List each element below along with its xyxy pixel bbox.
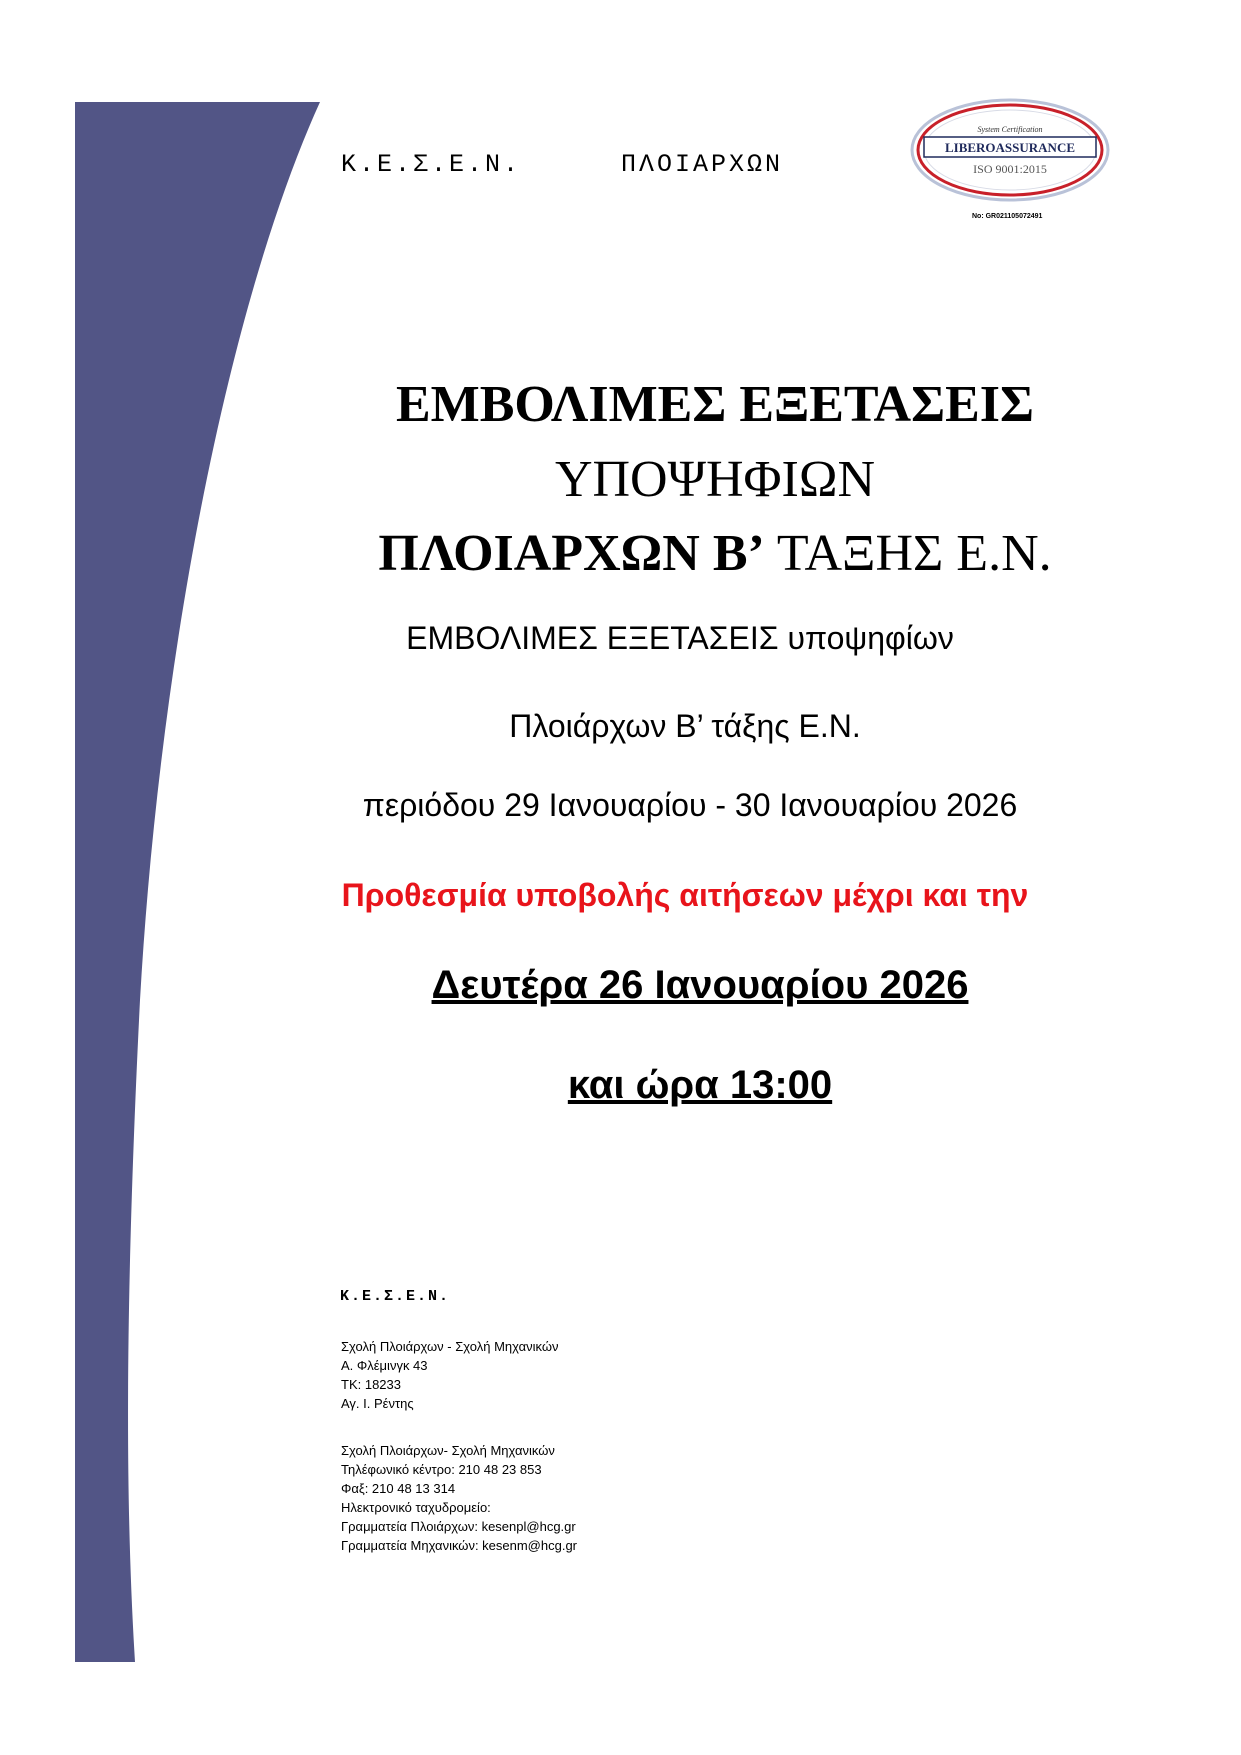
header-department: ΠΛΟΙΑΡΧΩΝ (621, 150, 784, 179)
footer-address-line: ΤΚ: 18233 (341, 1377, 401, 1392)
title-line-3-regular: ΤΑΞΗΣ Ε.Ν. (764, 525, 1052, 582)
title-line-1: ΕΜΒΟΛΙΜΕΣ ΕΞΕΤΑΣΕΙΣ (395, 376, 1035, 433)
subtitle-period: περιόδου 29 Ιανουαρίου - 30 Ιανουαρίου 2026 (362, 787, 1018, 823)
deadline-time: και ώρα 13:00 (567, 1063, 833, 1107)
header-org: Κ.Ε.Σ.Ε.Ν. (341, 150, 522, 179)
footer-contact-line: Σχολή Πλοιάρχων- Σχολή Μηχανικών (341, 1443, 555, 1458)
deadline-date: Δευτέρα 26 Ιανουαρίου 2026 (431, 963, 969, 1007)
footer-address-line: Α. Φλέμινγκ 43 (341, 1358, 428, 1373)
subtitle-line-2: Πλοιάρχων Β’ τάξης Ε.Ν. (509, 708, 861, 744)
title-line-3 (300, 523, 1130, 583)
footer-address (341, 1337, 559, 1413)
footer-contact-line: Τηλέφωνικό κέντρο: 210 48 23 853 (341, 1462, 542, 1477)
logo-top-text: System Certification (977, 125, 1043, 134)
subtitle-line-1: ΕΜΒΟΛΙΜΕΣ ΕΞΕΤΑΣΕΙΣ υποψηφίων (406, 620, 954, 656)
logo-brand: LIBEROASSURANCE (944, 140, 1076, 155)
iso-certification-logo (910, 98, 1110, 223)
footer-title: Κ.Ε.Σ.Ε.Ν. (340, 1288, 451, 1305)
footer-address-line: Σχολή Πλοιάρχων - Σχολή Μηχανικών (341, 1339, 559, 1354)
footer-contact-line: Ηλεκτρονικό ταχυδρομείο: (341, 1500, 491, 1515)
title-line-3-bold: ΠΛΟΙΑΡΧΩΝ Β’ (378, 525, 765, 582)
title-line-2: ΥΠΟΨΗΦΙΩΝ (554, 451, 876, 508)
footer-contact (341, 1441, 577, 1555)
logo-cert-number: No: GR021105072491 (972, 213, 1043, 220)
logo-standard: ISO 9001:2015 (973, 162, 1047, 176)
footer-email-link[interactable]: Γραμματεία Μηχανικών: kesenm@hcg.gr (341, 1538, 578, 1553)
footer-email-link[interactable]: Γραμματεία Πλοιάρχων: kesenpl@hcg.gr (341, 1519, 576, 1534)
footer-address-line: Αγ. Ι. Ρέντης (341, 1396, 414, 1411)
deadline-notice: Προθεσμία υποβολής αιτήσεων μέχρι και την (341, 877, 1029, 913)
footer-contact-line: Φαξ: 210 48 13 314 (341, 1481, 456, 1496)
